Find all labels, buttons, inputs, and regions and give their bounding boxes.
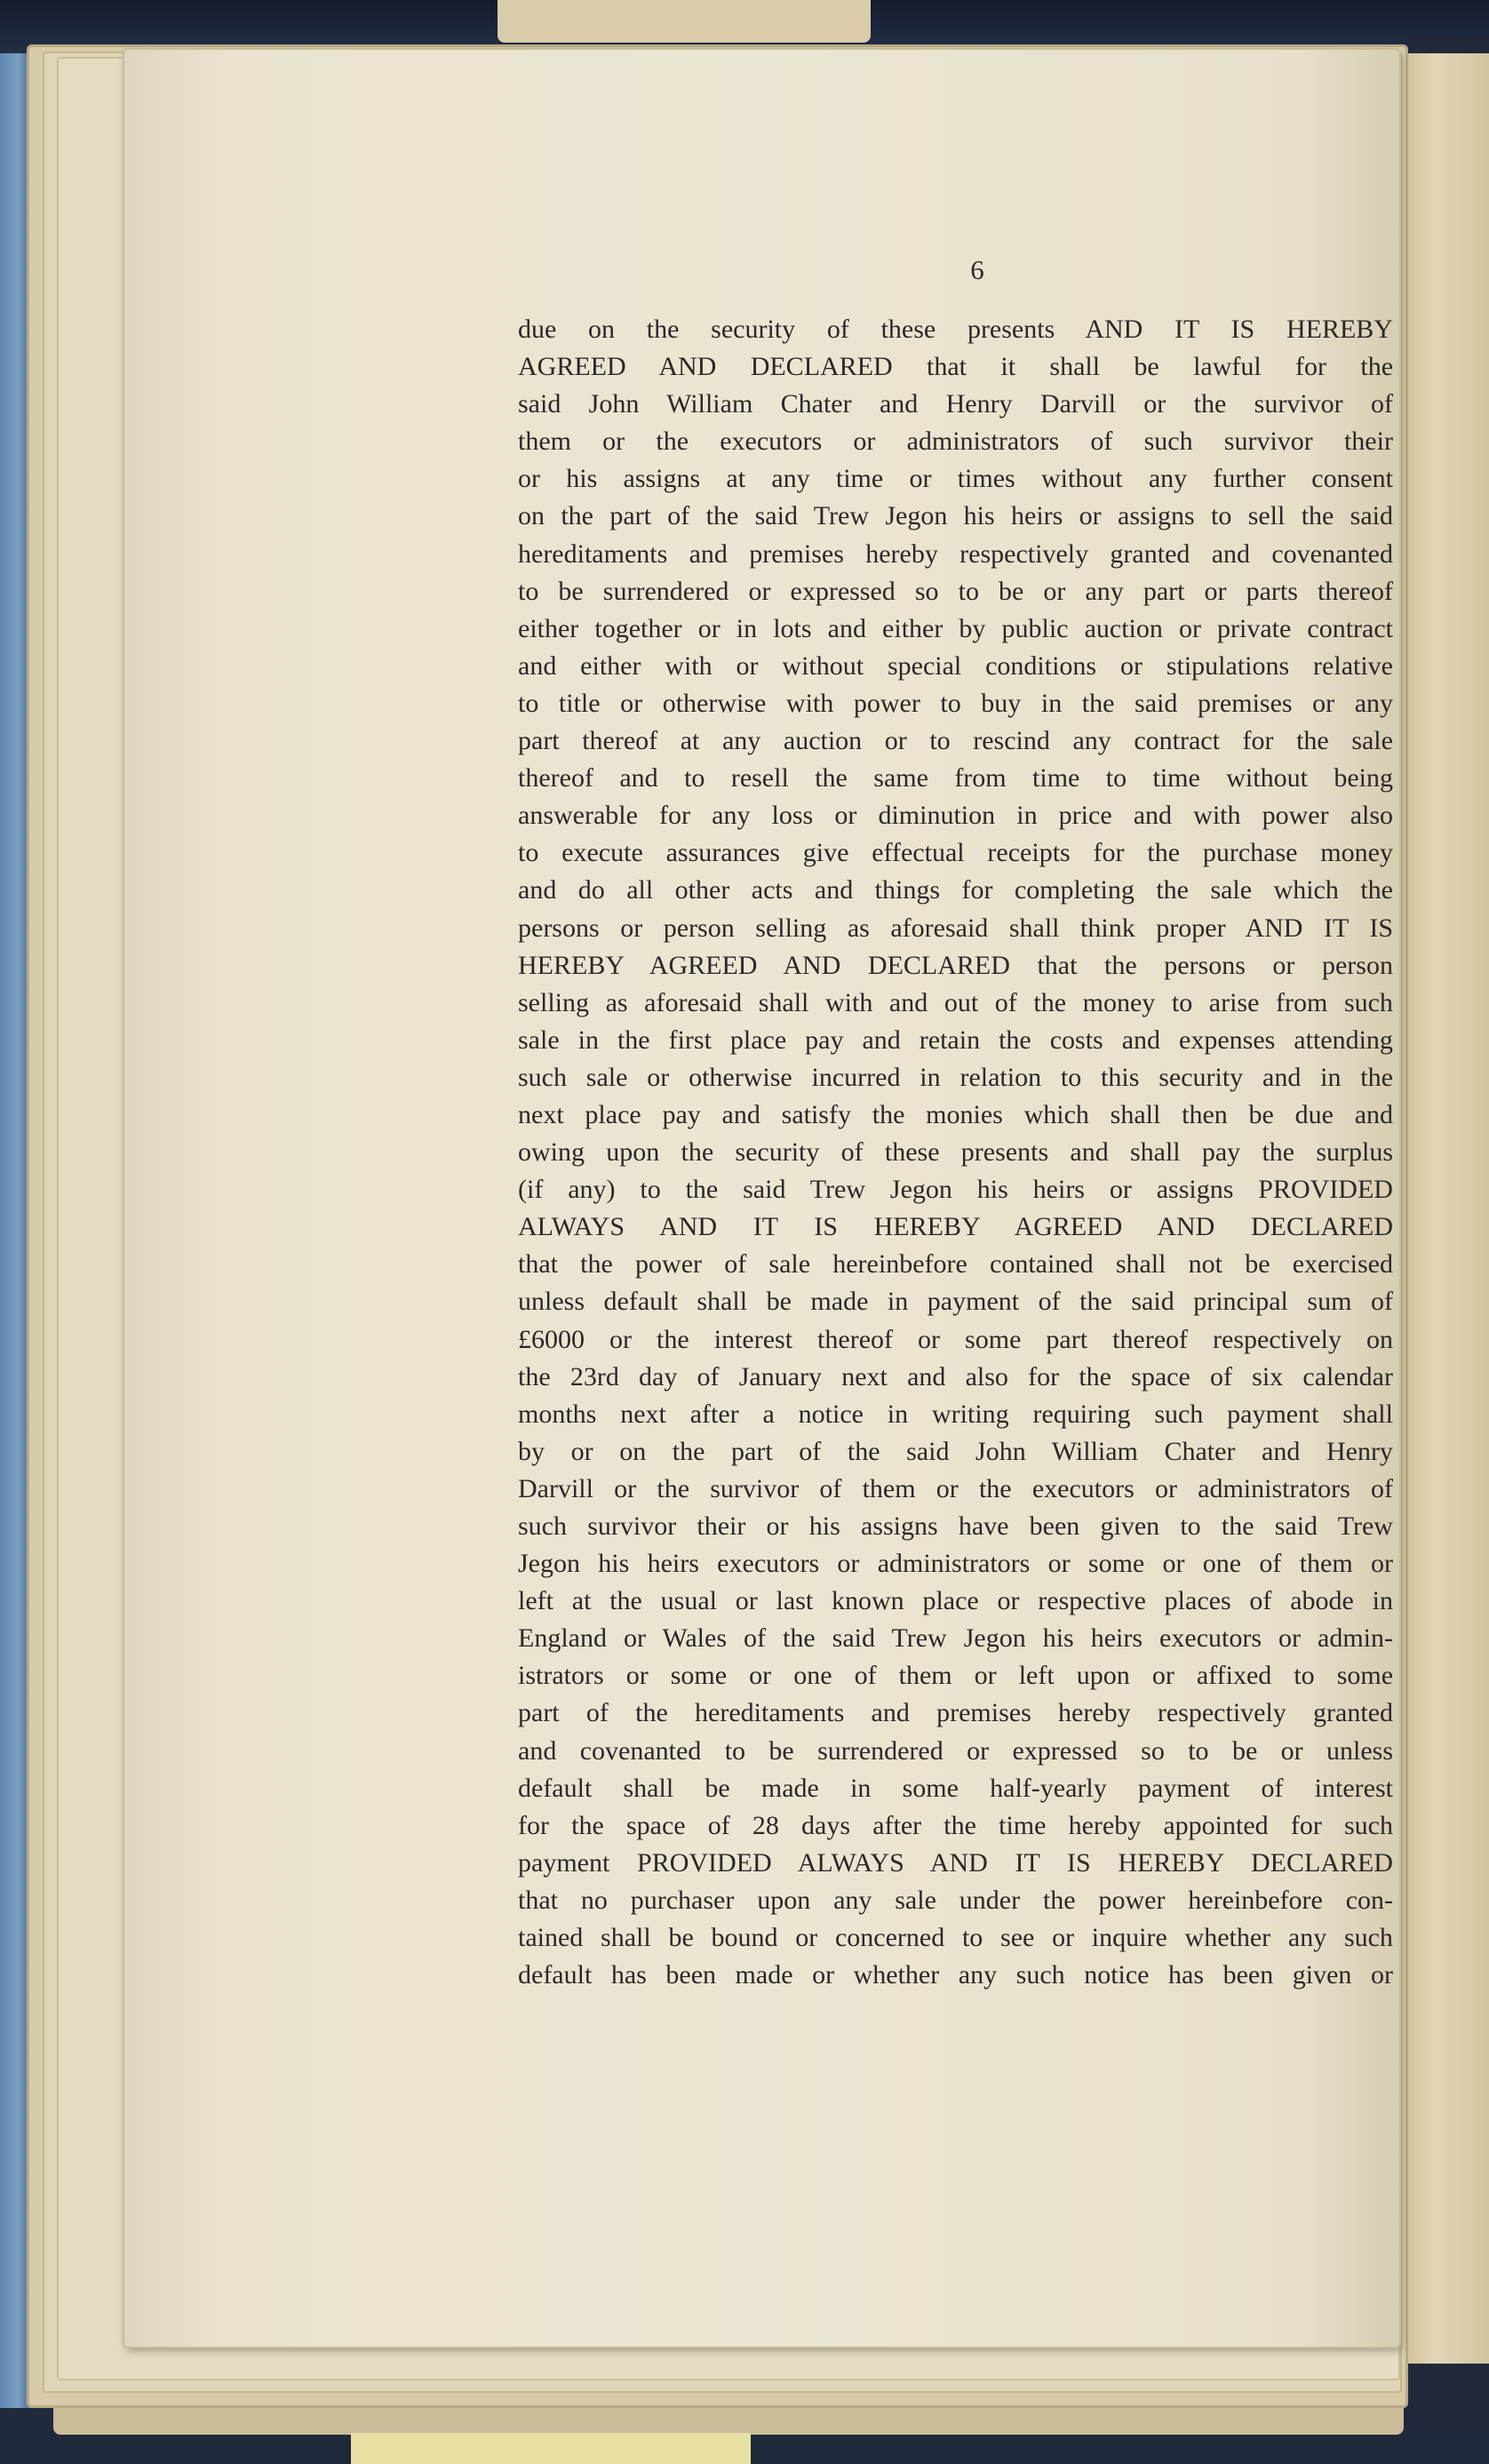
document-body-text [518, 311, 1393, 1994]
text-line: default shall be made in some half-yearly payment of interest [518, 1773, 1393, 1803]
text-line: and covenanted to be surrendered or expressed so to be or unless [518, 1735, 1393, 1766]
text-line: such sale or otherwise incurred in relation to this security and in the [518, 1062, 1393, 1092]
paper-scrap-top [498, 0, 871, 43]
text-line: unless default shall be made in payment of the said principal sum of [518, 1287, 1393, 1317]
text-line: tained shall be bound or concerned to see or inquire whether any such [518, 1923, 1393, 1953]
text-line: and either with or without special conditions or stipulations relative [518, 650, 1393, 681]
text-line: owing upon the security of these presents and shall pay the surplus [518, 1137, 1393, 1168]
text-line: HEREBY AGREED AND DECLARED that the persons or person [518, 950, 1393, 980]
page-number: 6 [970, 254, 984, 285]
text-line: sale in the first place pay and retain the costs and expenses attending [518, 1025, 1393, 1055]
text-line: selling as aforesaid shall with and out of the money to arise from such [518, 987, 1393, 1017]
text-line: either together or in lots and either by public auction or private contract [518, 613, 1393, 643]
text-line: and do all other acts and things for completing the sale which the [518, 875, 1393, 905]
text-line: part of the hereditaments and premises hereby respectively granted [518, 1698, 1393, 1728]
text-line: default has been made or whether any such notice has been given or [518, 1960, 1393, 1990]
text-line: due on the security of these presents AND IT IS HEREBY [518, 315, 1393, 344]
text-line: such survivor their or his assigns have been given to the said Trew [518, 1511, 1393, 1541]
text-line: Darvill or the survivor of them or the executors or administrators of [518, 1473, 1393, 1503]
text-line: to execute assurances give effectual receipts for the purchase money [518, 838, 1393, 868]
text-line: months next after a notice in writing requiring such payment shall [518, 1399, 1393, 1429]
text-line: said John William Chater and Henry Darvill or the survivor of [518, 389, 1393, 419]
text-line: ALWAYS AND IT IS HEREBY AGREED AND DECLARED [518, 1212, 1393, 1242]
text-line: to be surrendered or expressed so to be or any part or parts thereof [518, 576, 1393, 606]
text-line: thereof and to resell the same from time to time without being [518, 763, 1393, 793]
text-line: Jegon his heirs executors or administrators or some or one of them or [518, 1549, 1393, 1579]
text-line: the 23rd day of January next and also for the space of six calendar [518, 1361, 1393, 1391]
text-line: that no purchaser upon any sale under the power hereinbefore con- [518, 1885, 1393, 1915]
text-line: by or on the part of the said John William Chater and Henry [518, 1436, 1393, 1466]
text-line: part thereof at any auction or to rescind any contract for the sale [518, 726, 1393, 756]
text-line: for the space of 28 days after the time hereby appointed for such [518, 1810, 1393, 1840]
text-line: on the part of the said Trew Jegon his heirs or assigns to sell the said [518, 501, 1393, 531]
text-line: that the power of sale hereinbefore contained shall not be exercised [518, 1249, 1393, 1280]
paper-scrap-bottom [351, 2433, 751, 2464]
text-line: payment PROVIDED ALWAYS AND IT IS HEREBY DECLARED [518, 1847, 1393, 1878]
text-line: £6000 or the interest thereof or some part thereof respectively on [518, 1324, 1393, 1354]
text-line: England or Wales of the said Trew Jegon his heirs executors or admin- [518, 1623, 1393, 1654]
text-line: left at the usual or last known place or respective places of abode in [518, 1586, 1393, 1616]
text-line: to title or otherwise with power to buy in the said premises or any [518, 688, 1393, 718]
next-page-edge [1399, 53, 1489, 2364]
text-line: (if any) to the said Trew Jegon his heirs or assigns PROVIDED [518, 1175, 1393, 1205]
text-line: hereditaments and premises hereby respectively granted and covenanted [518, 538, 1393, 569]
text-line: istrators or some or one of them or left upon or affixed to some [518, 1661, 1393, 1691]
text-line: answerable for any loss or diminution in price and with power also [518, 801, 1393, 831]
book-binding-left [0, 53, 30, 2408]
text-line: or his assigns at any time or times without any further consent [518, 464, 1393, 494]
text-line: persons or person selling as aforesaid shall think proper AND IT IS [518, 913, 1393, 943]
text-line: them or the executors or administrators of such survivor their [518, 427, 1393, 457]
text-line: AGREED AND DECLARED that it shall be lawful for the [518, 352, 1393, 382]
text-line: next place pay and satisfy the monies which shall then be due and [518, 1099, 1393, 1129]
